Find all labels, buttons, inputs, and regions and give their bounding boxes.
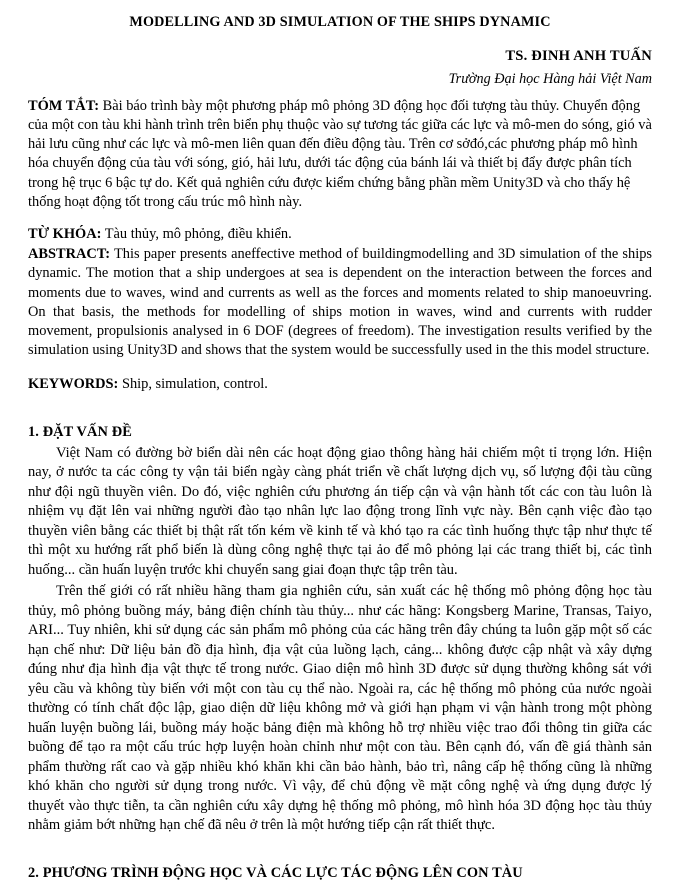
keywords-english [28, 375, 652, 394]
author-affiliation: Trường Đại học Hàng hải Việt Nam [448, 71, 652, 88]
section-heading-2: 2. PHƯƠNG TRÌNH ĐỘNG HỌC VÀ CÁC LỰC TÁC ĐỘNG LÊN CON TÀU [28, 864, 523, 881]
keywords-vietnamese-text: Tàu thủy, mô phỏng, điều khiển. [101, 226, 292, 243]
keywords-vietnamese-label: TỪ KHÓA: [28, 226, 102, 243]
page-title: MODELLING AND 3D SIMULATION OF THE SHIPS DYNAMIC [129, 14, 551, 30]
abstract-english-text: This paper presents aneffective method of buildingmodelling and 3D simulation of the ships dynamic. The motion that a ship undergoes at sea is dependent on the interaction between the forces and moments due to waves, wind and currents as well as the forces and moments related to ship manoeuvring. On that basis, the methods for modelling of ships motion in waves, wind and currents with rudder movement, propulsionis analysed in 6 DOF (degrees of freedom). The investigation results verified by the simulation using Unity3D and shows that the system would be successfully used in the this model structure. [28, 246, 652, 359]
abstract-vietnamese-text: Bài báo trình bày một phương pháp mô phỏng 3D động học đối tượng tàu thủy. Chuyển động của một con tàu khi hành trình trên biển phụ thuộc vào sự tương tác giữa các lực và mô-men do sóng, gió và hải lưu cũng như các lực và mô-men liên quan đến điều động tàu. Trên cơ sởđó,các phương pháp mô hình hóa chuyển động của tàu với sóng, gió, hải lưu, dưới tác động của bánh lái và thiết bị đẩy được phân tích trong hệ trục 6 bậc tự do. Kết quả nghiên cứu được kiểm chứng bằng phần mềm Unity3D và cho thấy hệ thống hoạt động tốt trong cấu trúc mô hình này. [28, 97, 652, 210]
abstract-english-label: ABSTRACT: [28, 246, 111, 263]
section-1-paragraph-1: Việt Nam có đường bờ biển dài nên các hoạt động giao thông hàng hải chiếm một tỉ trọng lớn. Hiện nay, ở nước ta các công ty vận tải biển ngày càng phát triển về chất lượng dịch vụ, số lượng đội tàu cũng như đội ngũ thuyền viên. Do đó, việc nghiên cứu phương án tiếp cận và vận hành tốt các con tàu luôn là nhiệm vụ đặt lên vai những người đào tạo nhân lực lao động trong lĩnh vực này. Bên cạnh việc đào tạo thuyền viên bằng các thiết bị thật rất tốn kém về kinh tế và khó tạo ra các tình huống thực tập như thực tế thì một xu hướng rất phổ biến là dùng công nghệ thực tại ảo để mô phỏng lại các trang thiết bị, các tình huống... cần huấn luyện trước khi chuyển sang giai đoạn thực tập trên tàu. [28, 444, 652, 578]
section-1-paragraph-2: Trên thế giới có rất nhiều hãng tham gia nghiên cứu, sản xuất các hệ thống mô phỏng động học tàu thủy, mô phỏng buồng máy, bảng điện chính tàu thủy... như các hãng: Kongsberg Marine, Transas, Taiyo, ARI... Tuy nhiên, khi sử dụng các sản phẩm mô phỏng của các hãng trên đây chúng ta luôn gặp một số các hạn chế như: Dữ liệu bản đồ địa hình, địa vật của luồng lạch, cảng... không được cập nhật và xây dựng đúng như địa hình địa vật thực tế trong nước. Giao diện mô hình 3D được sử dụng thường không sát với yêu cầu và không tùy biến với một con tàu cụ thể nào. Ngoài ra, các hệ thống mô phỏng của nước ngoài thường có tính chất độc lập, giao diện dữ liệu không mở và giới hạn phạm vi vận hành trong một phòng huấn luyện buồng lái, buồng máy hoặc bảng điện mà không hỗ trợ nhiều việc trao đổi thông tin giữa các buồng để tạo ra một cấu trúc hợp luyện hoàn chỉnh như một con tàu. Bên cạnh đó, vấn đề giá thành sản phẩm thường rất cao và gặp nhiều khó khăn khi cần bảo hành, bảo trì, nâng cấp hệ thống cũng là những khó khăn cho người sử dụng trong nước. Vì vậy, để chủ động về mặt công nghệ và ứng dụng được lý thuyết vào thực tiễn, ta cần nghiên cứu xây dựng hệ thống mô phỏng, mô hình hóa 3D động học tàu thủy nhằm giảm bớt những hạn chế đã nêu ở trên là một hướng tiếp cận rất thiết thực. [28, 583, 652, 834]
author-name: TS. ĐINH ANH TUẤN [505, 48, 652, 65]
abstract-vietnamese-label: TÓM TẮT: [28, 97, 100, 114]
keywords-english-label: KEYWORDS: [28, 375, 119, 392]
abstract-english [28, 245, 652, 360]
keywords-english-text: Ship, simulation, control. [118, 375, 268, 392]
abstract-vietnamese [28, 97, 652, 212]
author-block [28, 47, 652, 89]
keywords-vietnamese [28, 225, 652, 244]
section-heading-1: 1. ĐẶT VẤN ĐỀ [28, 423, 132, 440]
